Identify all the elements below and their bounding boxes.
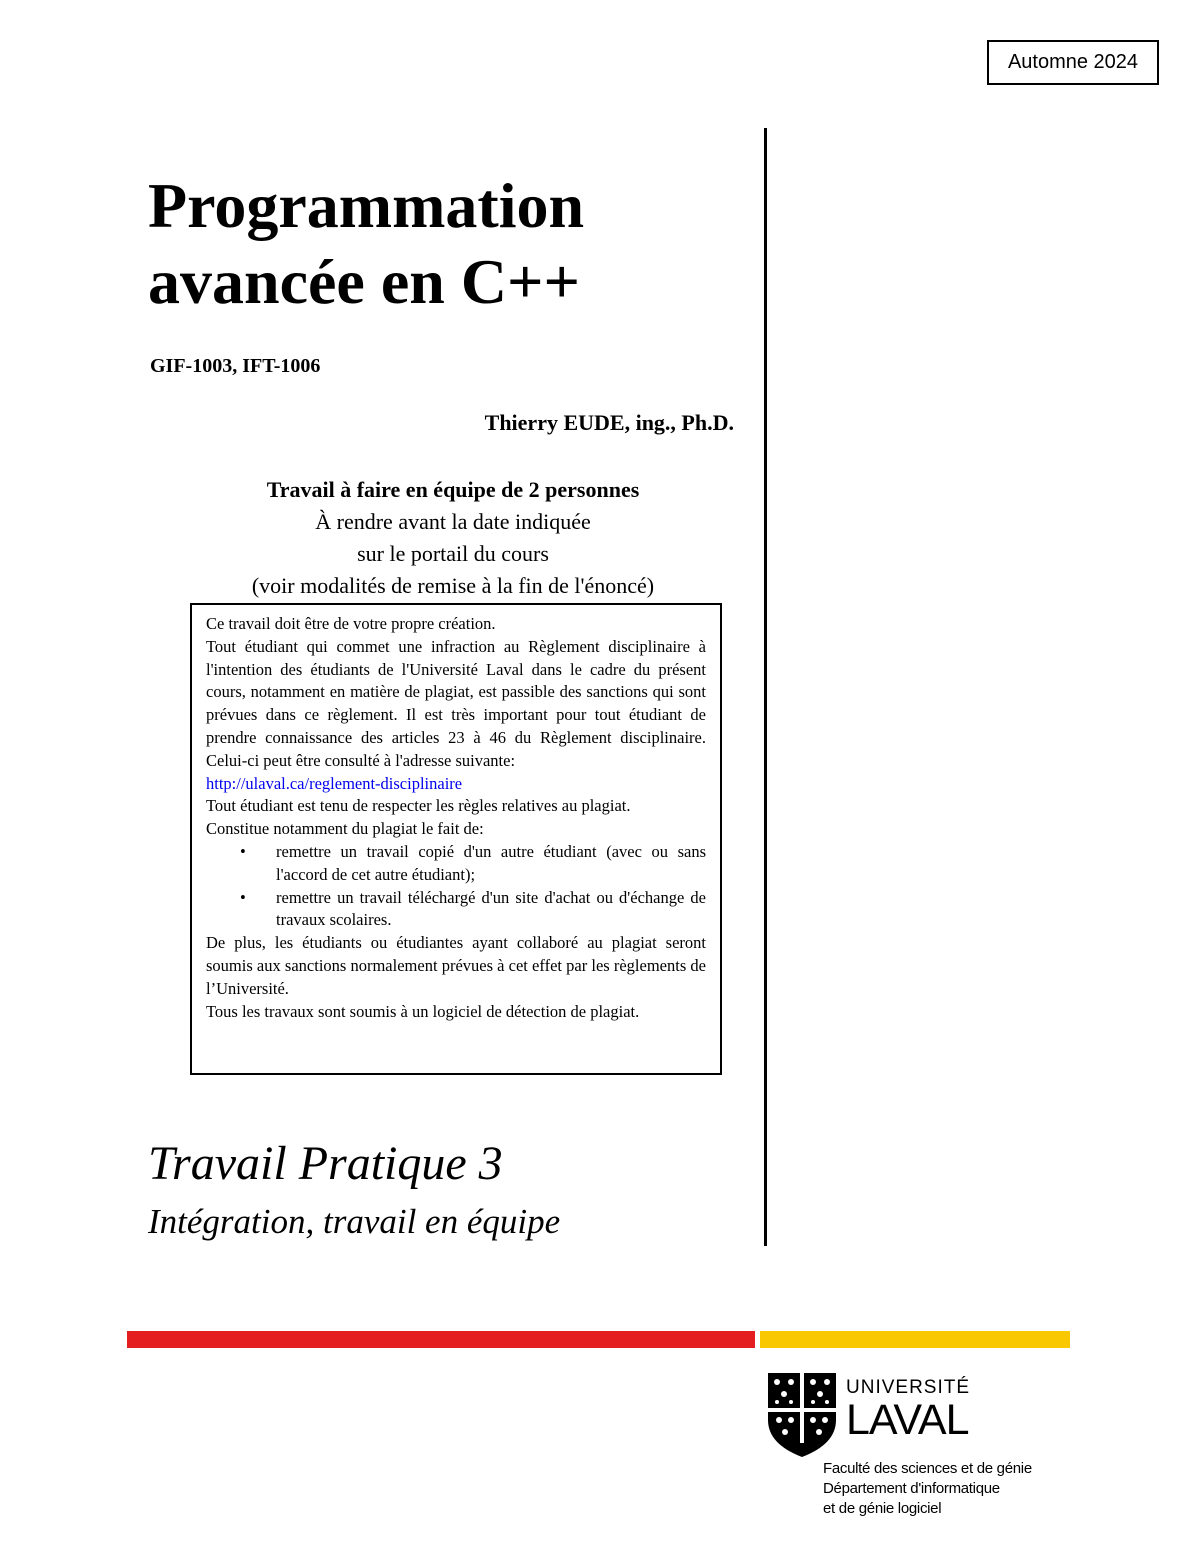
term-label: Automne 2024 [1007,51,1139,73]
notice-respect: Tout étudiant est tenu de respecter les règles relatives au plagiat. [206,796,631,816]
notice-intro: Ce travail doit être de votre propre création. [206,614,496,633]
submission-instructions [150,474,756,602]
university-label: UNIVERSITÉ [846,1377,971,1398]
course-title-line1: Programmation [148,170,585,241]
list-item-text: remettre un travail copié d'un autre étudiant (avec ou sans l'accord de cet autre étudiant); [276,841,706,884]
plagiarism-notice [190,603,722,1075]
vertical-divider [764,128,767,1246]
assignment-title: Travail Pratique 3 [148,1137,503,1190]
author-name: Thierry EUDE, ing., Ph.D. [484,410,734,435]
list-item [206,887,706,933]
list-item [206,841,706,887]
bullet-icon: • [240,841,246,861]
notice-definition: Constitue notamment du plagiat le fait de: [206,819,484,839]
faculty-info [823,1459,1032,1519]
instruction-modalities: (voir modalités de remise à la fin de l'énoncé) [251,573,655,598]
instruction-team: Travail à faire en équipe de 2 personnes [266,477,640,502]
notice-rules: Tout étudiant qui commet une infraction au Règlement disciplinaire à l'intention des étudiants de l'Université Laval dans le cadre du présent cours, notamment en matière de plagiat, est passible des sanctions qui sont prévues dans ce règlement. Il est très important pour tout étudiant de prendre connaissance des articles 23 à 46 du Règlement disciplinaire. Celui-ci peut être consulté à l'adresse suivante: [206,636,706,770]
term-badge [987,40,1159,85]
footer-bar-yellow [760,1331,1070,1348]
university-name: LAVAL [846,1396,969,1444]
instruction-deadline: À rendre avant la date indiquée [315,509,591,534]
notice-collaboration: De plus, les étudiants ou étudiantes ayant collaboré au plagiat seront soumis aux sanctions normalement prévues à cet effet par les règlements de l’Université. [206,933,706,998]
department-name-line1: Département d'informatique [823,1480,1000,1497]
university-wordmark [846,1378,970,1442]
assignment-subtitle: Intégration, travail en équipe [148,1202,561,1241]
bullet-icon: • [240,887,246,907]
footer-bar-red [127,1331,755,1348]
plagiarism-list [206,841,706,932]
regulation-link[interactable]: http://ulaval.ca/reglement-disciplinaire [206,773,463,793]
notice-detection: Tous les travaux sont soumis à un logiciel de détection de plagiat. [206,1001,640,1021]
instruction-portal: sur le portail du cours [357,541,549,566]
course-title [148,168,748,320]
university-crest-icon [767,1372,837,1458]
department-name-line2: et de génie logiciel [823,1500,942,1517]
faculty-name: Faculté des sciences et de génie [823,1460,1032,1477]
course-codes: GIF-1003, IFT-1006 [150,355,321,377]
course-title-line2: avancée en C++ [148,246,580,317]
list-item-text: remettre un travail téléchargé d'un site d'achat ou d'échange de travaux scolaires. [276,887,706,930]
